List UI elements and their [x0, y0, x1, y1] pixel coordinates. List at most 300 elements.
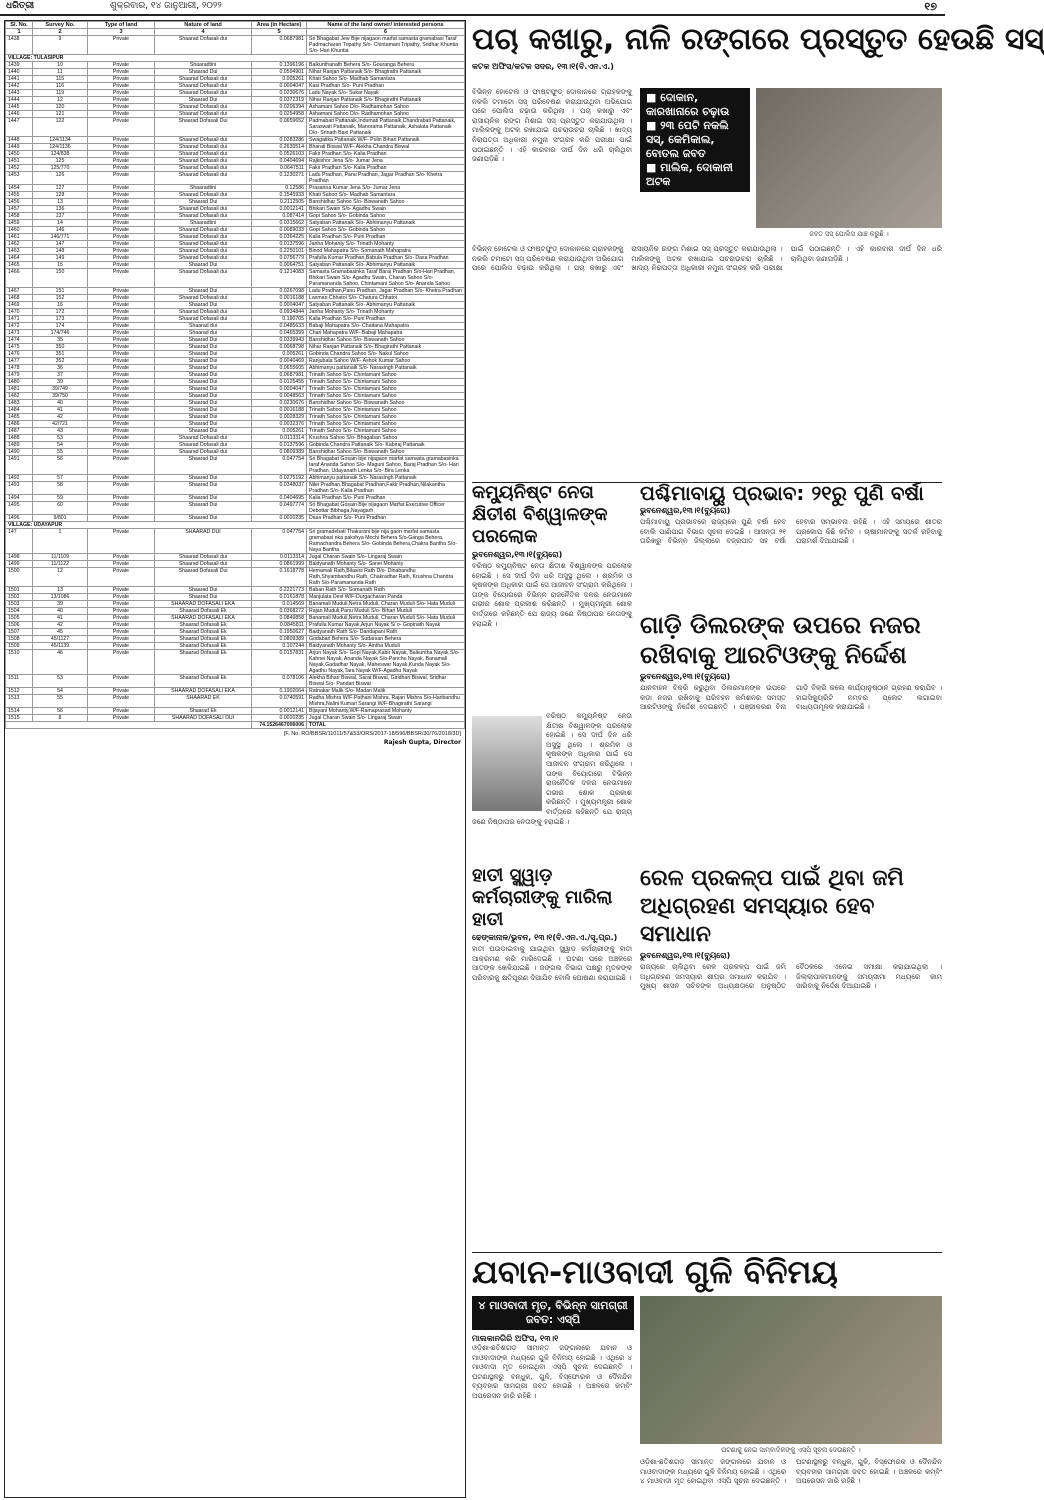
- table-cell: Private: [88, 144, 155, 151]
- table-cell: Godabari Behera S/o- Sudarsan Behera: [307, 636, 465, 643]
- table-cell: 173: [33, 316, 88, 323]
- signatory: Rajesh Gupta, Director: [383, 739, 461, 746]
- table-cell: 0.0659652: [252, 118, 307, 137]
- table-cell: 124/838: [33, 151, 88, 158]
- table-cell: Private: [88, 379, 155, 386]
- table-row: [6, 97, 465, 104]
- table-cell: 0.1618778: [252, 568, 307, 587]
- table-row: [6, 428, 465, 435]
- table-cell: Private: [88, 97, 155, 104]
- table-cell: Prasanna Kumar Jena S/o- Jumar Jena: [307, 185, 465, 192]
- table-cell: Khati Sahoo S/o- Madhab Samantara: [307, 76, 465, 83]
- table-cell: Shaarad dui: [155, 330, 252, 337]
- table-row: [6, 372, 465, 379]
- land-acquisition-notice: [4, 20, 466, 1498]
- table-cell: Shaarad Dui: [155, 421, 252, 428]
- column-number: 5: [252, 29, 307, 36]
- table-cell: 56: [33, 708, 88, 715]
- table-row: [6, 594, 465, 601]
- table-cell: Shaarad Dofasali Ek: [155, 675, 252, 688]
- table-row: [6, 269, 465, 288]
- table-cell: Shaarad Dui: [155, 428, 252, 435]
- table-cell: Shaarad Dui: [155, 351, 252, 358]
- table-row: [6, 137, 465, 144]
- table-cell: 0.0032376: [252, 421, 307, 428]
- table-cell: 0.0020235: [252, 715, 307, 722]
- table-cell: Private: [88, 337, 155, 344]
- table-row: [6, 192, 465, 199]
- table-cell: 0.0465399: [252, 330, 307, 337]
- table-cell: Trinath Sahoo S/o- Chintamani Sahoo: [307, 386, 465, 393]
- table-cell: Shaarad Dofasali dui: [155, 172, 252, 185]
- table-cell: 1474: [6, 337, 33, 344]
- table-cell: Shaarad dui: [155, 323, 252, 330]
- table-cell: 9/801: [33, 515, 88, 522]
- table-cell: Shaarad Dofasali dui: [155, 227, 252, 234]
- table-row: [6, 255, 465, 262]
- table-cell: 42/721: [33, 421, 88, 428]
- table-cell: Private: [88, 192, 155, 199]
- table-cell: 0.1396196: [252, 62, 307, 69]
- article-obituary: କମ୍ୟୁନିଷ୍ଟ ନେତା କ୍ଷିତୀଶ ବିଶ୍ୱାଳଙ୍କ ପରଲୋକ ଭୁବନେଶ୍ୱର,୧୩।୧(ବ୍ୟୁରୋ) ବରିଷ୍ଠ କମ୍ୟୁନିଷ୍ଟ ନେତା କ୍ଷିତୀଶ ବିଶ୍ୱାଳଙ୍କ ପରଲୋକ ହୋଇଛି । ସେ ଦୀର୍ଘ ଦିନ ଧରି ଅସୁସ୍ଥ ଥିଲେ । ଶ୍ରମିକ ଓ କୃଷକଙ୍କ ଅଧିକାର ପାଇଁ ସେ ଆଜୀବନ ସଂଗ୍ରାମ କରିଥିଲେ । ତାଙ୍କ ବିୟୋଗରେ ବିଭିନ୍ନ ରାଜନୈତିକ ଦଳର ନେତାମାନେ ଗଭୀର ଶୋକ ପ୍ରକାଶ କରିଛନ୍ତି । ମୁଖ୍ୟମନ୍ତ୍ରୀ ଶୋକ ବାର୍ତ୍ତାରେ କହିଛନ୍ତି ଯେ ରାଜ୍ୟ ଜଣେ ନିଷ୍ଠାପର ନେତାଙ୍କୁ ହରାଇଛି । ବରିଷ୍ଠ କମ୍ୟୁନିଷ୍ଟ ନେତା କ୍ଷିତୀଶ ବିଶ୍ୱାଳଙ୍କ ପରଲୋକ ହୋଇଛି । ସେ ଦୀର୍ଘ ଦିନ ଧରି ଅସୁସ୍ଥ ଥିଲେ । ଶ୍ରମିକ ଓ କୃଷକଙ୍କ ଅଧିକାର ପାଇଁ ସେ ଆଜୀବନ ସଂଗ୍ରାମ କରିଥିଲେ । ତାଙ୍କ ବିୟୋଗରେ ବିଭିନ୍ନ ରାଜନୈତିକ ଦଳର ନେତାମାନେ ଗଭୀର ଶୋକ ପ୍ରକାଶ କରିଛନ୍ତି । ମୁଖ୍ୟମନ୍ତ୍ରୀ ଶୋକ ବାର୍ତ୍ତାରେ କହିଛନ୍ତି ଯେ ରାଜ୍ୟ ଜଣେ ନିଷ୍ଠାପର ନେତାଙ୍କୁ ହରାଇଛି ।: [472, 482, 632, 826]
- table-cell: Private: [88, 400, 155, 407]
- police-press-photo: [640, 1296, 942, 1444]
- table-row: [6, 515, 465, 522]
- table-cell: 1462: [6, 241, 33, 248]
- table-row: [6, 358, 465, 365]
- table-cell: 37: [33, 372, 88, 379]
- table-cell: 1512: [6, 688, 33, 695]
- table-cell: Padmabati Pattanaik,Indumati Pattanaik,Chandrabati Pattanaik, Saraswati Pattanaik, Manorama Pattanaik, Ashalata Pattanaik D/o- Srinath Baxi Pattanaik: [307, 118, 465, 137]
- table-cell: SHAARAD DOFASALI EKA: [155, 615, 252, 622]
- table-cell: Shaarad Dofasali dui: [155, 104, 252, 111]
- table-cell: 1469: [6, 302, 33, 309]
- table-cell: Baidyanath Rath S/o- Dandapani Rath: [307, 629, 465, 636]
- table-cell: 46: [33, 650, 88, 675]
- table-row: [6, 502, 465, 515]
- table-cell: Shaarad Dofasali dui: [155, 234, 252, 241]
- table-cell: 0.0655605: [252, 365, 307, 372]
- table-cell: 0.0230676: [252, 90, 307, 97]
- table-cell: 1487: [6, 428, 33, 435]
- table-cell: 56: [33, 456, 88, 475]
- table-cell: Shaarad Dofasali Ek: [155, 629, 252, 636]
- table-cell: Trinath Sahoo S/o- Chintamani Sahoo: [307, 407, 465, 414]
- table-cell: Private: [88, 248, 155, 255]
- table-cell: 0.0125455: [252, 379, 307, 386]
- table-cell: 0.12586: [252, 185, 307, 192]
- table-cell: Private: [88, 643, 155, 650]
- table-cell: 0.0004047: [252, 83, 307, 90]
- headline: ଗାଡ଼ି ଡିଲରଙ୍କ ଉପରେ ନଜର ରଖିବାକୁ ଆରଟିଓଙ୍କୁ ନିର୍ଦ୍ଦେଶ: [640, 611, 921, 669]
- table-cell: 1472: [6, 323, 33, 330]
- table-cell: Shaarad Dui: [155, 400, 252, 407]
- table-row: [6, 262, 465, 269]
- table-cell: Sri Bhagabat Gosain Bije nijagaon Marfat Executive Officer Debottar Bibhaga,Nayagarh: [307, 502, 465, 515]
- table-row: [6, 337, 465, 344]
- table-cell: 0.107244: [252, 643, 307, 650]
- table-row: [6, 351, 465, 358]
- table-cell: Bharati Biswal W/F- Alekha Chandra Biswal: [307, 144, 465, 151]
- article-sauce: [472, 20, 1044, 475]
- table-cell: 0.0687981: [252, 372, 307, 379]
- table-cell: 13/1086: [33, 594, 88, 601]
- table-cell: Private: [88, 185, 155, 192]
- table-cell: 45/1127: [33, 636, 88, 643]
- table-cell: Shaarad Dui: [155, 344, 252, 351]
- table-cell: Janha Mohanty S/o- Trinath Mohanty: [307, 241, 465, 248]
- table-cell: Gopi Sahoo S/o- Gobinda Sahoo: [307, 213, 465, 220]
- table-cell: 10: [33, 62, 88, 69]
- table-row: [6, 442, 465, 449]
- table-cell: Private: [88, 158, 155, 165]
- table-cell: Shaarad Dofasali dui: [155, 269, 252, 288]
- table-cell: 1492: [6, 475, 33, 482]
- sauce-seizure-photo: [756, 88, 942, 228]
- table-cell: 0.1545933: [252, 192, 307, 199]
- table-cell: 0.0275192: [252, 475, 307, 482]
- table-cell: Manjulata Devi W/F-Durgacharan Panda: [307, 594, 465, 601]
- table-cell: Satyaban Pattanaik S/o- Abhimanyu Pattanaik: [307, 262, 465, 269]
- table-cell: Private: [88, 111, 155, 118]
- table-cell: Private: [88, 172, 155, 185]
- table-cell: 1442: [6, 83, 33, 90]
- table-cell: SHAARAD EK: [155, 695, 252, 708]
- table-cell: Gobinda Chandra Pattanaik S/o- Kabiraj Pattanaik: [307, 442, 465, 449]
- table-cell: 1503: [6, 601, 33, 608]
- table-cell: Private: [88, 502, 155, 515]
- table-row: [6, 650, 465, 675]
- table-cell: 8: [33, 715, 88, 722]
- table-cell: Shaarad Dofasali dui: [155, 165, 252, 172]
- table-cell: 55: [33, 695, 88, 708]
- table-cell: 0.0137596: [252, 442, 307, 449]
- village-name: VILLAGE: TULASIPUR: [6, 55, 465, 62]
- table-cell: 0.0064751: [252, 262, 307, 269]
- table-cell: 1448: [6, 137, 33, 144]
- table-cell: Banshidhar Sahoo S/o- Biswanath Sahoo: [307, 400, 465, 407]
- table-cell: Banshidhar Sahoo S/o- Biswanath Sahoo: [307, 199, 465, 206]
- table-cell: Shaarad Dui: [155, 495, 252, 502]
- table-cell: Shaarad Dofasali dui: [155, 206, 252, 213]
- table-cell: 0.047754: [252, 456, 307, 475]
- table-cell: 1461: [6, 234, 33, 241]
- table-cell: Laxman Chhatoi S/o- Chatura Chhatoi: [307, 295, 465, 302]
- table-cell: Shaarad Dui: [155, 386, 252, 393]
- table-cell: 1443: [6, 90, 33, 97]
- table-cell: Ladu Nayak S/o- Sukar Nayak: [307, 90, 465, 97]
- table-row: [6, 316, 465, 323]
- column-header: Nature of land: [155, 22, 252, 29]
- column-number: 1: [6, 29, 33, 36]
- headline: କମ୍ୟୁନିଷ୍ଟ ନେତା କ୍ଷିତୀଶ ବିଶ୍ୱାଳଙ୍କ ପରଲୋକ: [472, 482, 608, 547]
- table-cell: 0.0372319: [252, 97, 307, 104]
- table-cell: Shaarad Dui: [155, 456, 252, 475]
- table-cell: Shaarad Dofasali dui: [155, 137, 252, 144]
- table-cell: Shaarad Dofasali dui: [155, 76, 252, 83]
- table-cell: 119: [33, 90, 88, 97]
- table-cell: Satyaban Pattanaik S/o- Abhimanyu Pattanaik: [307, 220, 465, 227]
- table-cell: 1494: [6, 495, 33, 502]
- table-cell: Private: [88, 76, 155, 83]
- table-cell: Private: [88, 594, 155, 601]
- table-cell: 0.0004047: [252, 302, 307, 309]
- headline: ଯବାନ-ମାଓବାଦୀ ଗୁଳି ବିନିମୟ: [472, 1253, 838, 1291]
- table-cell: 45: [33, 629, 88, 636]
- table-row: [6, 568, 465, 587]
- table-row: [6, 393, 465, 400]
- total-label: TOTAL: [307, 722, 465, 729]
- table-row: [6, 608, 465, 615]
- table-cell: Shaaradtini: [155, 185, 252, 192]
- table-cell: 0.2112505: [252, 199, 307, 206]
- table-row: [6, 111, 465, 118]
- table-cell: 39/749: [33, 386, 88, 393]
- table-cell: Private: [88, 137, 155, 144]
- article-body: ଓଡ଼ିଶା-ଛତିଶଗଡ଼ ସୀମାନ୍ତ ଜଙ୍ଗଲରେ ଯବାନ ଓ ମାଓବାଦୀଙ୍କ ମଧ୍ୟରେ ଗୁଳି ବିନିମୟ ହୋଇଛି । ଏଥିରେ ୪ ମାଓବାଦୀ ମୃତ ହୋଇଥିବା ଏସ୍‌ପି ସୂଚନା ଦେଇଛନ୍ତି । ଘଟଣାସ୍ଥଳରୁ ବନ୍ଧୁକ, ଗୁଳି, ବିସ୍ଫୋରକ ଓ ଦୈନନ୍ଦିନ ବ୍ୟବହାର ସାମଗ୍ରୀ ଜବତ ହୋଇଛି । ଅଞ୍ଚଳରେ କମ୍ବିଂ ଅପରେସନ ଜାରି ରହିଛି ।: [472, 1344, 632, 1400]
- table-cell: Private: [88, 587, 155, 594]
- table-cell: Shaarad Dui: [155, 379, 252, 386]
- table-row: [6, 288, 465, 295]
- table-cell: Shaarad Dui: [155, 365, 252, 372]
- table-cell: 1470: [6, 309, 33, 316]
- table-cell: 116: [33, 83, 88, 90]
- table-cell: 126: [33, 172, 88, 185]
- table-cell: 127: [33, 185, 88, 192]
- table-cell: 136: [33, 206, 88, 213]
- table-cell: Private: [88, 708, 155, 715]
- table-cell: Ratnakar Malik S/o- Madan Malik: [307, 688, 465, 695]
- table-cell: Shaarad Dofasali dui: [155, 309, 252, 316]
- table-cell: 1490: [6, 449, 33, 456]
- table-cell: 1477: [6, 358, 33, 365]
- page-number: ୧୭: [924, 0, 937, 13]
- land-table: [5, 21, 465, 729]
- article-body: ହାତୀ ଘଉଡ଼ାଇବାକୁ ଯାଇଥିବା ସ୍କ୍ୱାଡ଼ କର୍ମଚାରୀଙ୍କୁ ହାତୀ ଆକ୍ରମଣ କରି ମାରିଦେଇଛି । ଘଟଣା ପରେ ଅଞ୍ଚଳରେ ଆତଙ୍କ ଖେଳିଯାଇଛି । ଜଙ୍ଗଲ ବିଭାଗ ପକ୍ଷରୁ ମୃତକଙ୍କ ପରିବାରକୁ କ୍ଷତିପୂରଣ ଦିଆଯିବ ବୋଲି ଘୋଷଣା କରାଯାଇଛି ।: [472, 945, 632, 982]
- table-cell: Shaaradtini: [155, 220, 252, 227]
- issue-date: ଶୁକ୍ରବାର, ୧୪ ଜାନୁଆରୀ, ୨୦୨୨: [110, 1, 222, 11]
- table-cell: 0.2250101: [252, 248, 307, 255]
- article-body: ପଶ୍ଚିମାବାୟୁ ପ୍ରଭାବରେ ରାଜ୍ୟରେ ପୁଣି ବର୍ଷା ହେବ ବୋଲି ପାଣିପାଗ ବିଭାଗ ସୂଚନା ଦେଇଛି । ଆସନ୍ତା ୨୧ ତାରିଖରୁ ବିଭିନ୍ନ ଜିଲ୍ଲାରେ ବଜ୍ରପାତ ସହ ବର୍ଷା ହେବାର ସମ୍ଭାବନା ରହିଛି । ଏହି ସମୟରେ ଶୀତର ପ୍ରକୋପ କିଛି କମିବ । ଚାଷୀମାନଙ୍କୁ ସତର୍କ ରହିବାକୁ ପରାମର୍ଶ ଦିଆଯାଇଛି ।: [640, 518, 942, 546]
- table-cell: Samasta Gramabasinka Taraf Baraj Pradhan S/o-Hari Pradhan, Bhikari Swain S/o- Agadhu Swain, Charan Sahoo S/o- Paramananda Sahoo, Chintamani Sahoo S/o- Ananda Sahoo: [307, 269, 465, 288]
- table-cell: 59: [33, 495, 88, 502]
- table-cell: Ranjubala Sahoo W/F- Ashok Kumar Sahoo: [307, 358, 465, 365]
- table-cell: 1476: [6, 351, 33, 358]
- table-row: [6, 62, 465, 69]
- table-cell: 0.0404695: [252, 495, 307, 502]
- table-cell: 1489: [6, 442, 33, 449]
- table-cell: Trinath Sahoo S/o- Chintamani Sahoo: [307, 393, 465, 400]
- table-cell: 39: [33, 379, 88, 386]
- table-cell: Private: [88, 475, 155, 482]
- table-cell: Ashamani Sahoo D/o- Radhamohan Sahoo: [307, 111, 465, 118]
- table-cell: 137: [33, 213, 88, 220]
- table-cell: 0.0809389: [252, 449, 307, 456]
- table-cell: 1440: [6, 69, 33, 76]
- table-cell: Private: [88, 309, 155, 316]
- table-cell: 53: [33, 675, 88, 688]
- table-cell: Private: [88, 69, 155, 76]
- table-cell: Private: [88, 601, 155, 608]
- table-row: [6, 629, 465, 636]
- table-cell: Shaarad Dofasali Ek: [155, 643, 252, 650]
- table-cell: Shaarad Dofasali Ek: [155, 622, 252, 629]
- table-cell: Private: [88, 227, 155, 234]
- table-cell: 1491: [6, 456, 33, 475]
- table-cell: Trinath Sahoo S/o- Chintamani Sahoo: [307, 372, 465, 379]
- table-cell: Private: [88, 323, 155, 330]
- table-row: [6, 172, 465, 185]
- table-cell: 11/1109: [33, 554, 88, 561]
- table-cell: 0.005261: [252, 76, 307, 83]
- table-cell: 149: [33, 255, 88, 262]
- table-row: [6, 220, 465, 227]
- table-cell: 40: [33, 400, 88, 407]
- table-cell: SHAARAD DOFASALI DUI: [155, 715, 252, 722]
- table-cell: 1500: [6, 568, 33, 587]
- table-cell: Shaarad Dofasali dui: [155, 561, 252, 568]
- table-cell: Private: [88, 358, 155, 365]
- table-cell: 150: [33, 269, 88, 288]
- table-cell: Shaarad Dui: [155, 358, 252, 365]
- total-row: [6, 722, 465, 729]
- table-cell: 0.190705: [252, 316, 307, 323]
- table-cell: 57: [33, 475, 88, 482]
- table-row: [6, 227, 465, 234]
- table-cell: 0.0687981: [252, 36, 307, 55]
- table-cell: Nihar Ranjan Pattanaik S/o- Bhagirathi Pattanaik: [307, 344, 465, 351]
- table-cell: Baikunthanath Behera S/o- Gouranga Behera: [307, 62, 465, 69]
- table-cell: Rajan Muduli,Panu Muduli S/o- Bihari Muduli: [307, 608, 465, 615]
- table-row: [6, 248, 465, 255]
- table-row: [6, 90, 465, 97]
- table-cell: 1444: [6, 97, 33, 104]
- table-cell: Private: [88, 36, 155, 55]
- table-cell: Shaarad Dui: [155, 594, 252, 601]
- table-cell: 0.1230271: [252, 172, 307, 185]
- table-cell: Shaarad Dofasali dui: [155, 554, 252, 561]
- table-cell: 125/770: [33, 165, 88, 172]
- table-cell: 60: [33, 502, 88, 515]
- table-cell: 147: [6, 529, 33, 554]
- table-cell: 1475: [6, 344, 33, 351]
- table-cell: Babaji Mahapatra S/o- Chaitana Mahapatra: [307, 323, 465, 330]
- table-cell: Ladu Pradhan, Panu Pradhan, Jagar Pradhan S/o- Khetra Pradhan: [307, 172, 465, 185]
- table-cell: 1451: [6, 158, 33, 165]
- table-cell: Private: [88, 421, 155, 428]
- table-cell: Janha Mohanty S/o- Trinath Mohanty: [307, 309, 465, 316]
- table-row: [6, 449, 465, 456]
- column-header: Area (in Hectare): [252, 22, 307, 29]
- table-cell: Shaarad Dofasali dui: [155, 248, 252, 255]
- table-cell: 1473: [6, 330, 33, 337]
- table-cell: Trinath Sahoo S/o- Chintamani Sahoo: [307, 414, 465, 421]
- table-cell: 1466: [6, 269, 33, 288]
- dateline: ଭୁବନେଶ୍ୱର,୧୩।୧(ବ୍ୟୁରୋ): [640, 506, 731, 515]
- table-cell: 55: [33, 449, 88, 456]
- table-cell: 14: [33, 220, 88, 227]
- table-cell: Ashamani Sahoo D/o- Radhamohan Sahoo: [307, 104, 465, 111]
- table-cell: 1507: [6, 629, 33, 636]
- table-cell: Shaarad Dui: [155, 407, 252, 414]
- table-cell: 0.0348037: [252, 482, 307, 495]
- table-cell: 1504: [6, 608, 33, 615]
- table-cell: 1506: [6, 622, 33, 629]
- news-column: [472, 20, 1044, 1496]
- dateline: ଭୁବନେଶ୍ୱର,୧୩।୧(ବ୍ୟୁରୋ): [472, 550, 563, 559]
- table-cell: 0.0404694: [252, 158, 307, 165]
- table-row: [6, 407, 465, 414]
- table-cell: 0.0137596: [252, 241, 307, 248]
- table-cell: Private: [88, 442, 155, 449]
- table-row: [6, 344, 465, 351]
- table-row: [6, 386, 465, 393]
- table-row: [6, 151, 465, 158]
- table-cell: 13: [33, 587, 88, 594]
- table-cell: 11/1122: [33, 561, 88, 568]
- table-cell: 172: [33, 309, 88, 316]
- table-cell: Private: [88, 495, 155, 502]
- table-cell: 174/746: [33, 330, 88, 337]
- village-row: [6, 522, 465, 529]
- column-number: 6: [307, 29, 465, 36]
- table-cell: Private: [88, 118, 155, 137]
- table-cell: Banshidhar Sahoo S/o- Biswanath Sahoo: [307, 337, 465, 344]
- highlight-box: ■ ଦୋକାନ, କାରଖାନାରେ ଚଢ଼ାଉ ■ ୨୩ ପେଟି ନକଲି ସସ୍, କେମିକାଲ, ବୋତଲ ଜବତ ■ ମାଲିକ, ଦୋକାନୀ ଅଟକ: [640, 88, 750, 192]
- table-cell: 58: [33, 482, 88, 495]
- table-cell: Private: [88, 561, 155, 568]
- table-row: [6, 675, 465, 688]
- article-maoist: ଯବାନ-ମାଓବାଦୀ ଗୁଳି ବିନିମୟ ୪ ମାଓବାଦୀ ମୃତ, ବିଭିନ୍ନ ସାମଗ୍ରୀ ଜବତ: ଏସ୍‌ପି ମାଲକାନଗିରି ଅଫିସ, ୧୩।୧ ଓଡ଼ିଶା-ଛତିଶଗଡ଼ ସୀମାନ୍ତ ଜଙ୍ଗଲରେ ଯବାନ ଓ ମାଓବାଦୀଙ୍କ ମଧ୍ୟରେ ଗୁଳି ବିନିମୟ ହୋଇଛି । ଏଥିରେ ୪ ମାଓବାଦୀ ମୃତ ହୋଇଥିବା ଏସ୍‌ପି ସୂଚନା ଦେଇଛନ୍ତି । ଘଟଣାସ୍ଥଳରୁ ବନ୍ଧୁକ, ଗୁଳି, ବିସ୍ଫୋରକ ଓ ଦୈନନ୍ଦିନ ବ୍ୟବହାର ସାମଗ୍ରୀ ଜବତ ହୋଇଛି । ଅଞ୍ଚଳରେ କମ୍ବିଂ ଅପରେସନ ଜାରି ରହିଛି । ଘଟଣାକୁ ନେଇ ସାମ୍ବାଦିକଙ୍କୁ ଏସ୍‌ପି ସୂଚନା ଦେଉଛନ୍ତି । ଓଡ଼ିଶା-ଛତିଶଗଡ଼ ସୀମାନ୍ତ ଜଙ୍ଗଲରେ ଯବାନ ଓ ମାଓବାଦୀଙ୍କ ମଧ୍ୟରେ ଗୁଳି ବିନିମୟ ହୋଇଛି । ଏଥିରେ ୪ ମାଓବାଦୀ ମୃତ ହୋଇଥିବା ଏସ୍‌ପି ସୂଚନା ଦେଇଛନ୍ତି । ଘଟଣାସ୍ଥଳରୁ ବନ୍ଧୁକ, ଗୁଳି, ବିସ୍ଫୋରକ ଓ ଦୈନନ୍ଦିନ ବ୍ୟବହାର ସାମଗ୍ରୀ ଜବତ ହୋଇଛି । ଅଞ୍ଚଳରେ କମ୍ବିଂ ଅପରେସନ ଜାରି ରହିଛି ।: [472, 1252, 942, 1496]
- table-cell: Sri Bhagabat Gosain bije nijagaon marfat samasta gramabasinka taraf Ananda Sahoo S/o- Maguni Sahoo, Baraj Pradhan S/o- Hari Pradhan, Udayanath Lenka S/o- Bira Lenka: [307, 456, 465, 475]
- table-cell: Nihar Ranjan Pattanaik S/o- Bhagirathi Pattanaik: [307, 69, 465, 76]
- table-cell: SHAARAD DOFASALI EKA: [155, 688, 252, 695]
- article-elephant: [472, 865, 632, 1245]
- table-cell: Shaarad Dofasali dui: [155, 442, 252, 449]
- table-cell: 0.0089033: [252, 227, 307, 234]
- table-cell: Jugal Charan Swain S/o- Lingaraj Swain: [307, 554, 465, 561]
- table-cell: 0.1902064: [252, 688, 307, 695]
- table-cell: 1454: [6, 185, 33, 192]
- table-cell: Prafulla Kumar Pradhan,Babula Pradhan S/o- Dasa Pradhan: [307, 255, 465, 262]
- table-cell: Private: [88, 386, 155, 393]
- table-cell: Chari Mahapatra W/F- Babaji Mahapatra: [307, 330, 465, 337]
- table-row: [6, 302, 465, 309]
- table-cell: Shaarad Dofasali dui: [155, 435, 252, 442]
- table-cell: Private: [88, 393, 155, 400]
- table-row: [6, 400, 465, 407]
- table-cell: Shaarad Dofasali dui: [155, 316, 252, 323]
- table-cell: Private: [88, 622, 155, 629]
- table-cell: Shaarad Dui: [155, 515, 252, 522]
- table-cell: 0.2630514: [252, 144, 307, 151]
- table-cell: 53: [33, 435, 88, 442]
- table-cell: Binod Mahapatra S/o- Somanath Mahapatra: [307, 248, 465, 255]
- table-row: [6, 601, 465, 608]
- column-number: 4: [155, 29, 252, 36]
- table-cell: Private: [88, 220, 155, 227]
- table-row: [6, 365, 465, 372]
- table-cell: 0.0012141: [252, 206, 307, 213]
- table-cell: 15: [33, 262, 88, 269]
- table-cell: Private: [88, 414, 155, 421]
- table-cell: 13: [33, 199, 88, 206]
- table-row: [6, 83, 465, 90]
- table-cell: 1457: [6, 206, 33, 213]
- table-cell: 0.0497774: [252, 502, 307, 515]
- photo-caption: ଘଟଣାକୁ ନେଇ ସାମ୍ବାଦିକଙ୍କୁ ଏସ୍‌ପି ସୂଚନା ଦେଉଛନ୍ତି ।: [721, 1446, 861, 1454]
- table-cell: 0.0048563: [252, 393, 307, 400]
